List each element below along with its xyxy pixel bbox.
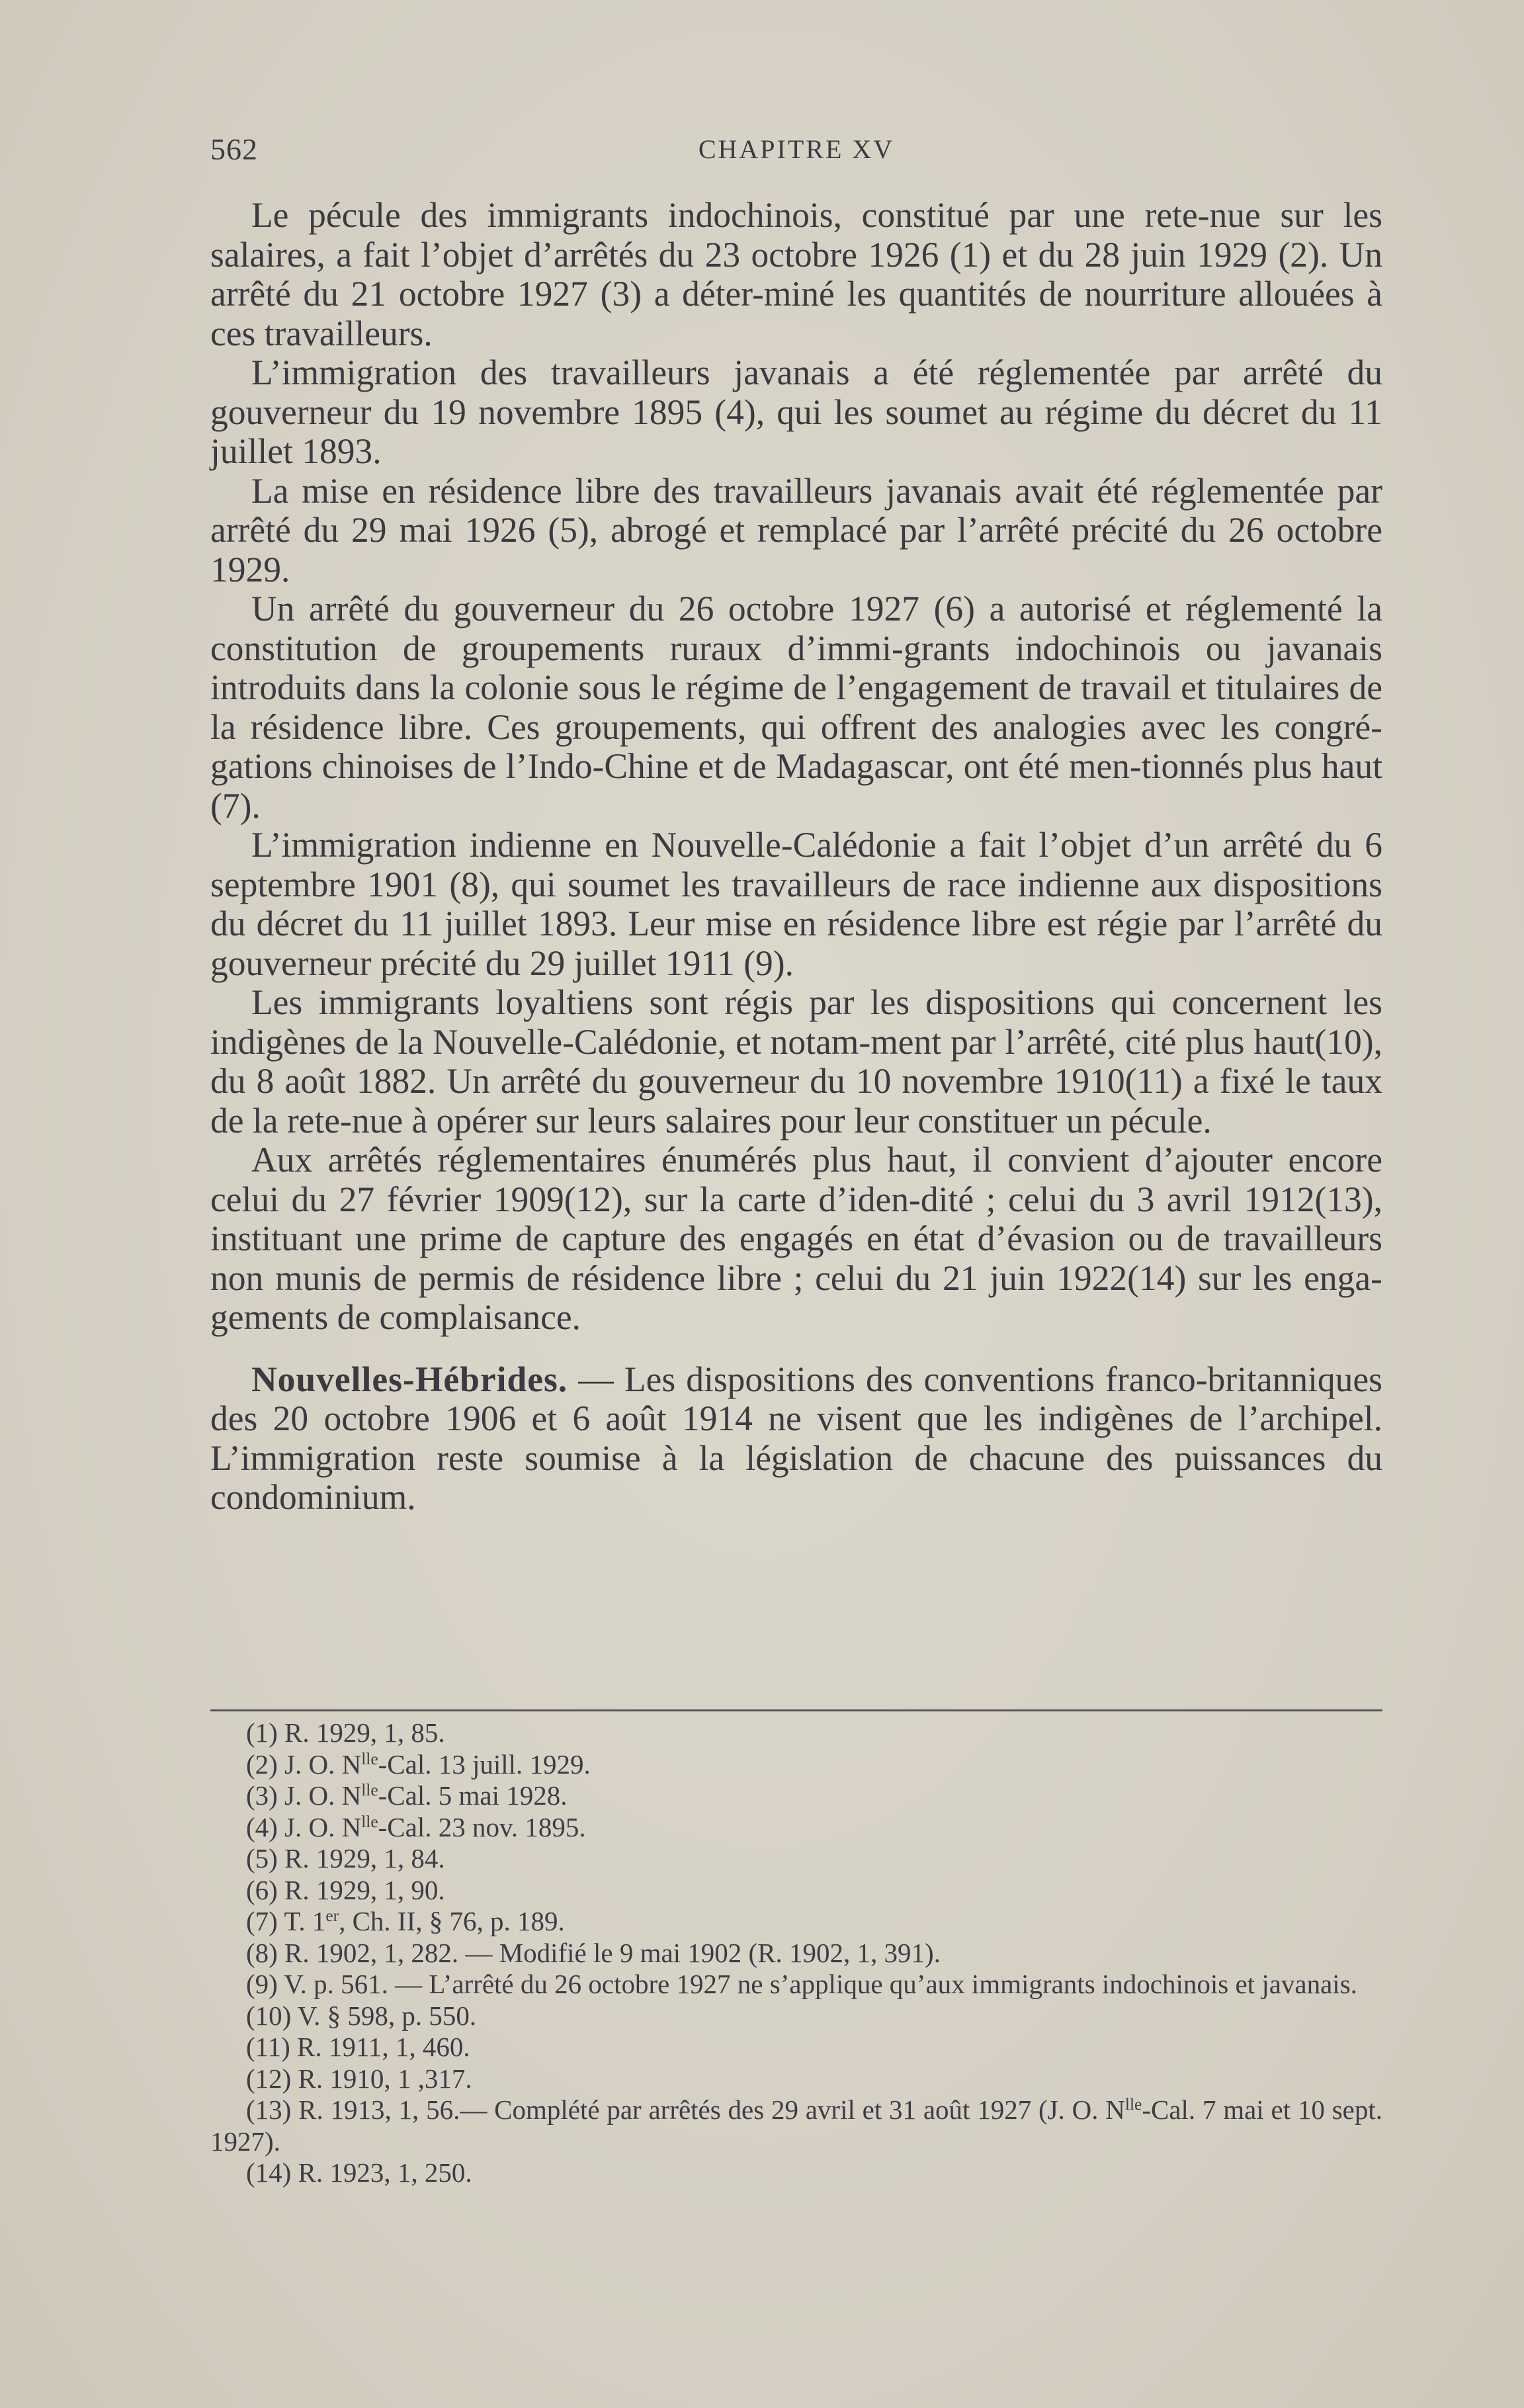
section-text: Les dispositions des conventions franco-britanniques des 20 octobre 1906 et 6 août 1914 ne visent que les indigènes de l’archipel. L’immigration reste soumise à la législation de chacune des puissances du condominium. <box>210 1359 1382 1517</box>
footnote-11: (11) R. 1911, 1, 460. <box>246 2032 470 2062</box>
footnote-5: (5) R. 1929, 1, 84. <box>246 1843 445 1873</box>
footnote-3: (3) J. O. $N^{lle}$-Cal. 5 mai 1928. <box>246 1780 568 1811</box>
paragraph-indienne: L’immigration indienne en Nouvelle-Calédonie a fait l’objet d’un arrêté du 6 septembre 1901 (8), qui soumet les travailleurs de race indienne aux dispositions du décret du 11 juillet 1893. Leur mise en résidence libre est régie par l’arrêté du gouverneur précité du 29 juillet 1911 (9). <box>210 825 1382 983</box>
footnote-14: (14) R. 1923, 1, 250. <box>246 2157 472 2188</box>
section-heading: Nouvelles-Hébrides. <box>251 1359 568 1399</box>
section-dash: — <box>568 1359 624 1399</box>
footnote-1: (1) R. 1929, 1, 85. <box>246 1717 445 1748</box>
main-text <box>210 196 1382 1518</box>
footnote-2: (2) J. O. $N^{lle}$-Cal. 13 juill. 1929. <box>246 1748 591 1780</box>
footnote-7: (7) T. 1er, Ch. II, § 76, p. 189. <box>246 1906 565 1936</box>
running-title: CHAPITRE XV <box>698 134 895 164</box>
footnote-9: (9) V. p. 561. — L’arrêté du 26 octobre 1927 ne s’applique qu’aux immigrants indochinois et javanais. <box>246 1969 1357 1999</box>
paragraph-residence-libre: La mise en résidence libre des travailleurs javanais avait été réglementée par arrêté du 29 mai 1926 (5), abrogé et remplacé par l’arrêté précité du 26 octobre 1929. <box>210 470 1382 589</box>
footnote-divider <box>210 1709 1382 1711</box>
footnote-4: (4) J. O. $N^{lle}$-Cal. 23 nov. 1895. <box>246 1811 586 1842</box>
paragraph-loyaltiens: Les immigrants loyaltiens sont régis par les dispositions qui concernent les indigènes de la Nouvelle-Calédonie, et notam-ment par l’arrêté, cité plus haut(10), du 8 août 1882. Un arrêté du gouverneur du 10 novembre 1910(11) a fixé le taux de la rete-nue à opérer sur leurs salaires pour leur constituer un pécule. <box>210 982 1382 1140</box>
page-number: 562 <box>210 132 258 166</box>
footnote-6: (6) R. 1929, 1, 90. <box>246 1874 445 1905</box>
paragraph-groupements: Un arrêté du gouverneur du 26 octobre 1927 (6) a autorisé et réglementé la constitution de groupements ruraux d’immi-grants indochinois ou javanais introduits dans la colonie sous le régime de l’engagement de travail et titulaires de la résidence libre. Ces groupements, qui offrent des analogies avec les congré-gations chinoises de l’Indo-Chine et de Madagascar, ont été men-tionnés plus haut (7). <box>210 589 1382 826</box>
footnote-13: (13) R. 1913, 1, 56.— Complété par arrêtés des 29 avril et 31 août 1927 (J. O. $N^{lle}$-Cal. 7 mai et 10 sept. 1927). <box>210 2094 1382 2157</box>
paragraph-pecule: Le pécule des immigrants indochinois, constitué par une rete-nue sur les salaires, a fait l’objet d’arrêtés du 23 octobre 1926 (1) et du 28 juin 1929 (2). Un arrêté du 21 octobre 1927 (3) a déter-miné les quantités de nourriture allouées à ces travailleurs. <box>210 195 1382 353</box>
footnote-12: (12) R. 1910, 1 ,317. <box>246 2063 472 2094</box>
page-header <box>210 130 1382 169</box>
section-nouvelles-hebrides <box>210 1360 1382 1518</box>
paragraph-arretes: Aux arrêtés réglementaires énumérés plus haut, il convient d’ajouter encore celui du 27 février 1909(12), sur la carte d’iden-dité ; celui du 3 avril 1912(13), instituant une prime de capture des engagés en état d’évasion ou de travailleurs non munis de permis de résidence libre ; celui du 21 juin 1922(14) sur les enga-gements de complaisance. <box>210 1140 1382 1337</box>
footnote-10: (10) V. § 598, p. 550. <box>246 2000 477 2031</box>
footnote-8: (8) R. 1902, 1, 282. — Modifié le 9 mai 1902 (R. 1902, 1, 391). <box>246 1937 941 1968</box>
footnotes <box>210 1717 1382 2189</box>
paragraph-javanais: L’immigration des travailleurs javanais a été réglementée par arrêté du gouverneur du 19 novembre 1895 (4), qui les soumet au régime du décret du 11 juillet 1893. <box>210 353 1382 471</box>
